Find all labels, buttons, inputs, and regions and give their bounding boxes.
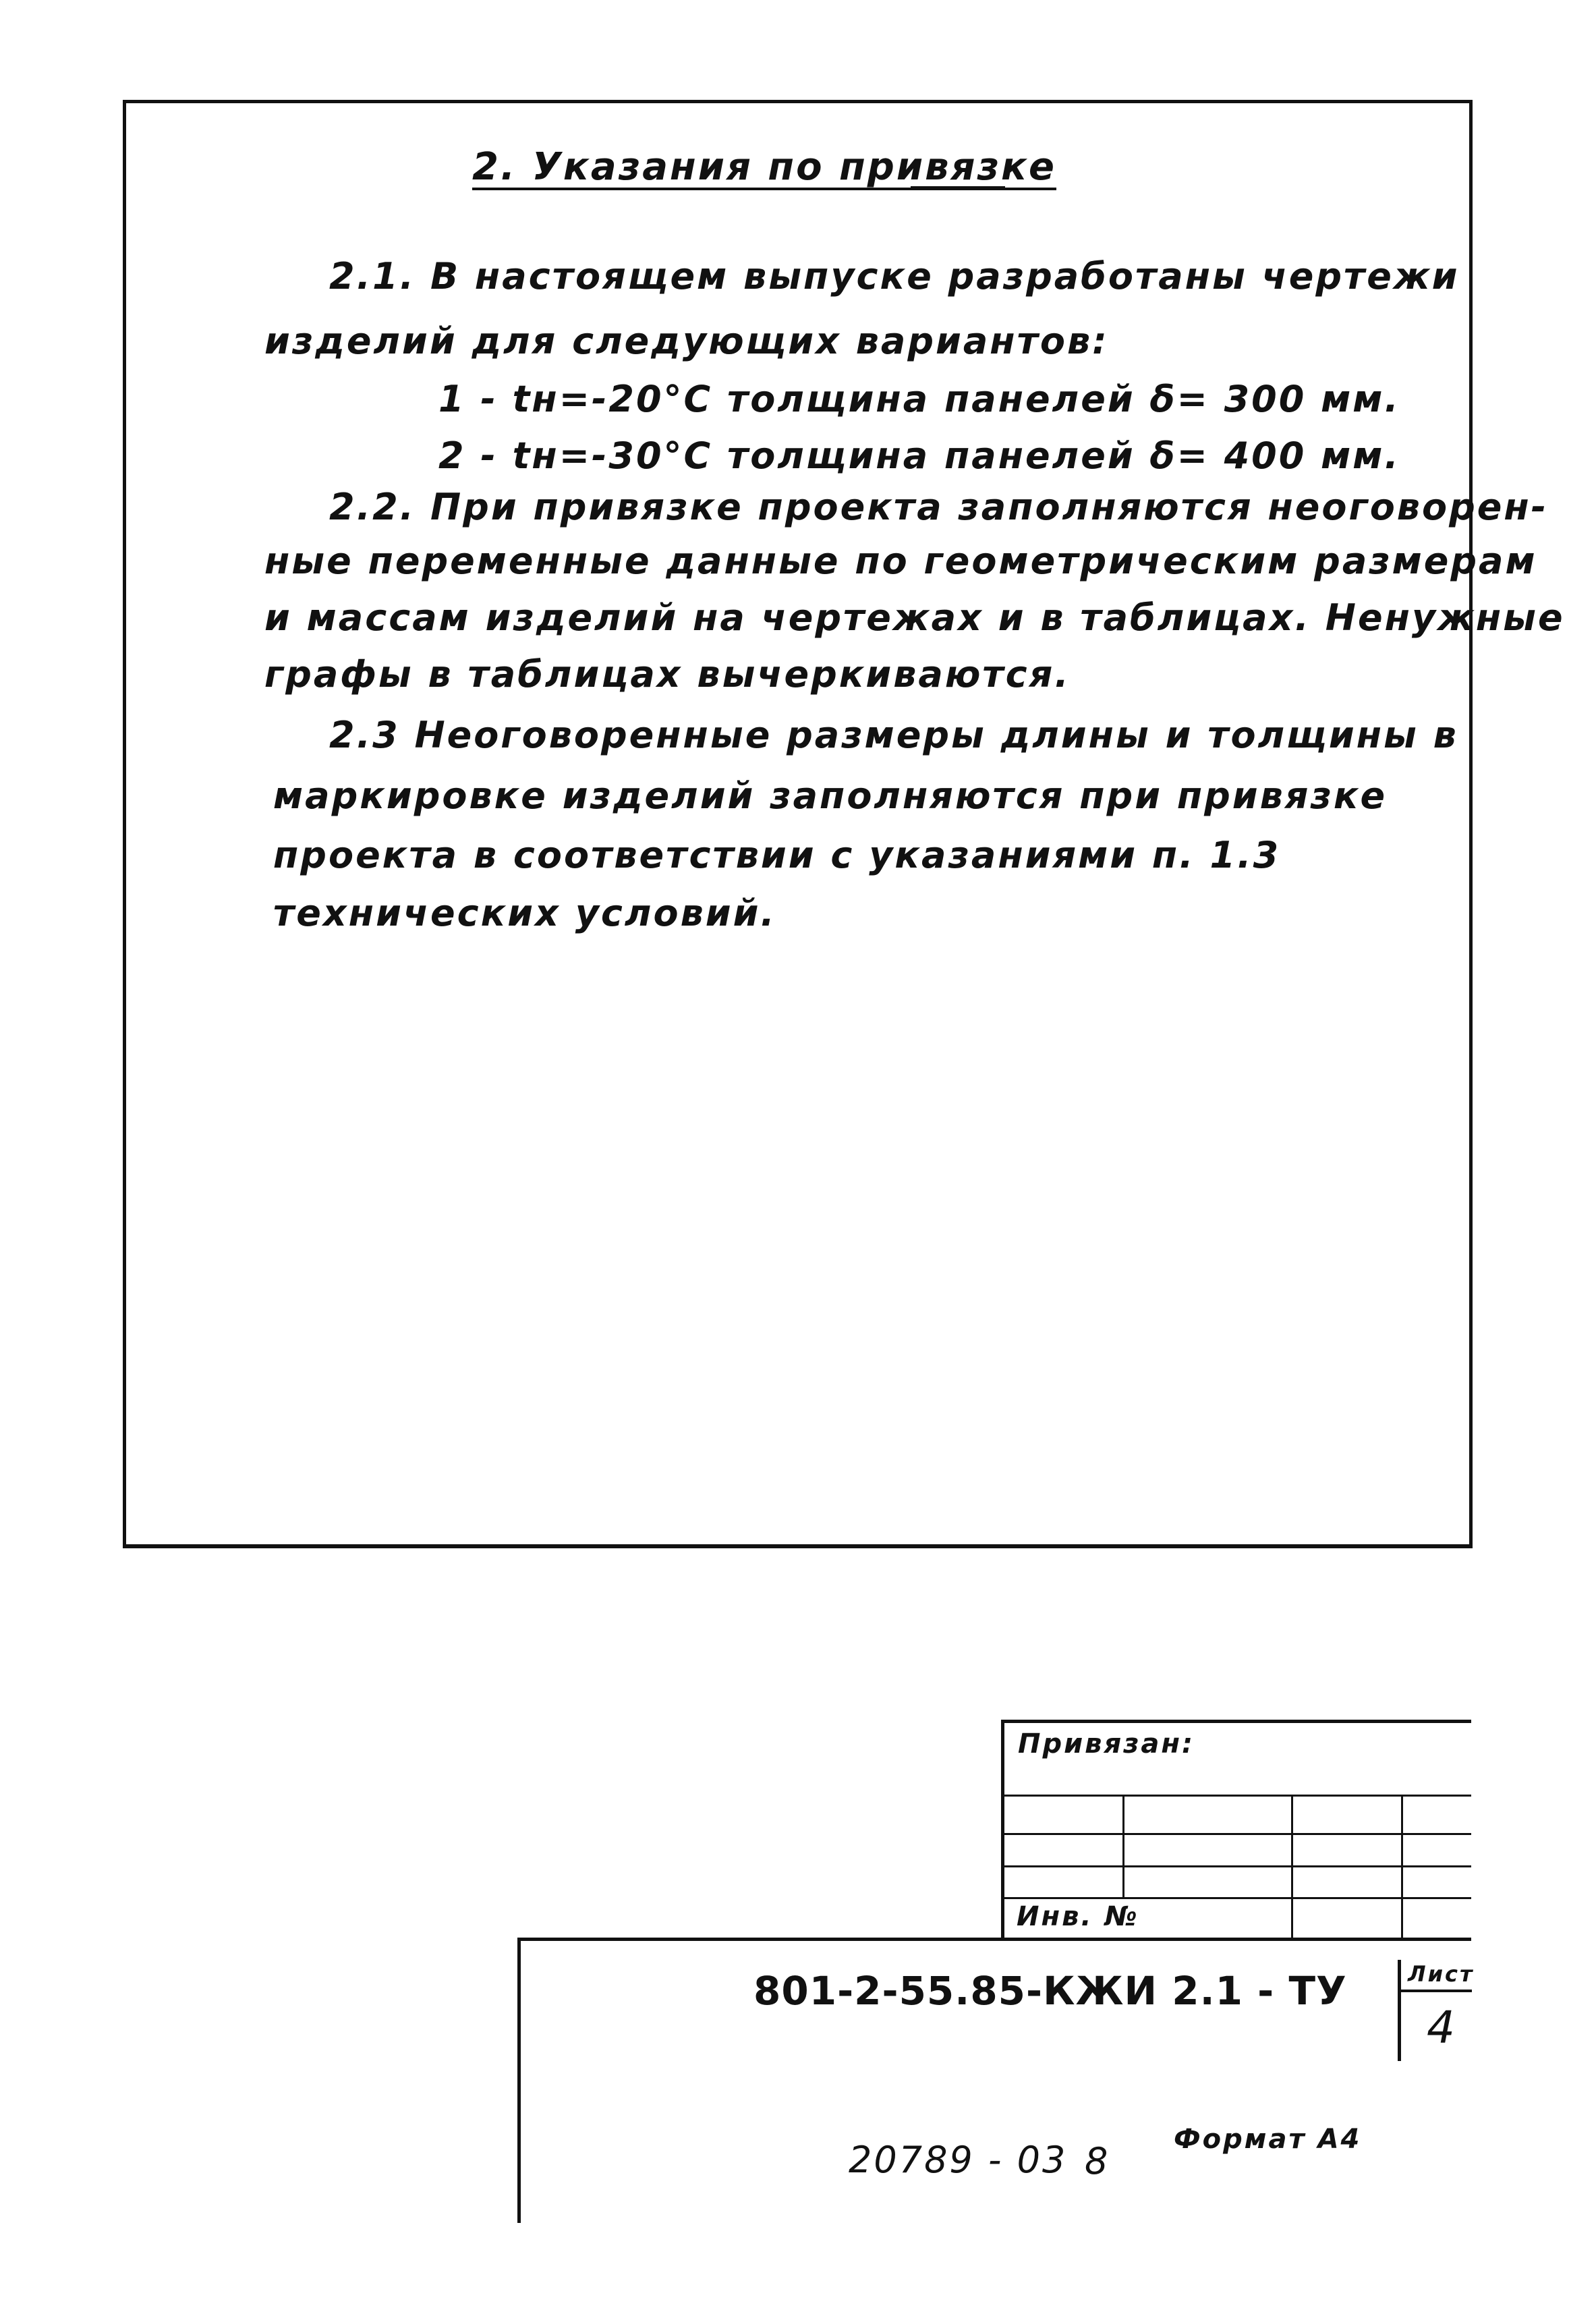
text-line-11: проекта в соответствии с указаниями п. 1.3 <box>273 834 1281 876</box>
paper-format: Формат А4 <box>1174 2124 1362 2155</box>
document-code: 801-2-55.85-КЖИ 2.1 - ТУ <box>753 1968 1347 2014</box>
title-underline <box>911 186 1005 189</box>
privyazan-label: Привязан: <box>1018 1728 1195 1759</box>
sheet-box-rule <box>1401 1990 1472 1992</box>
text-line-9: 2.3 Неоговоренные размеры длины и толщины в <box>329 714 1458 756</box>
text-line-8: графы в таблицах вычеркиваются. <box>264 653 1071 696</box>
drawing-frame <box>123 100 1473 1548</box>
text-line-12: технических условий. <box>273 892 776 934</box>
text-line-6: ные переменные данные по геометрическим размерам <box>264 540 1537 582</box>
sheet-number: 4 <box>1427 2002 1457 2054</box>
text-line-5: 2.2. При привязке проекта заполняются неоговорен- <box>329 486 1549 528</box>
stamp-column-rule <box>1401 1795 1403 1940</box>
text-line-4: 2 - tн=-30°С толщина панелей δ= 400 мм. <box>438 434 1400 477</box>
stamp-column-rule <box>1291 1795 1293 1940</box>
section-title: 2. Указания по привязке <box>472 145 1057 189</box>
archive-page-number: 8 <box>1085 2140 1110 2182</box>
text-line-2: изделий для следующих вариантов: <box>264 320 1109 362</box>
archive-code: 20789 - 03 <box>849 2139 1068 2181</box>
sheet-number-box <box>1398 1960 1475 2061</box>
binding-stamp <box>1001 1720 1471 1940</box>
text-line-7: и массам изделий на чертежах и в таблицах. Ненужные <box>264 596 1565 639</box>
inventory-number-label: Инв. № <box>1017 1901 1139 1932</box>
stamp-column-rule <box>1122 1795 1124 1897</box>
text-line-3: 1 - tн=-20°С толщина панелей δ= 300 мм. <box>438 378 1400 420</box>
text-line-10: маркировке изделий заполняются при привязке <box>273 774 1388 817</box>
sheet-label: Лист <box>1408 1961 1475 1987</box>
text-line-1: 2.1. В настоящем выпуске разработаны чертежи <box>329 255 1460 298</box>
